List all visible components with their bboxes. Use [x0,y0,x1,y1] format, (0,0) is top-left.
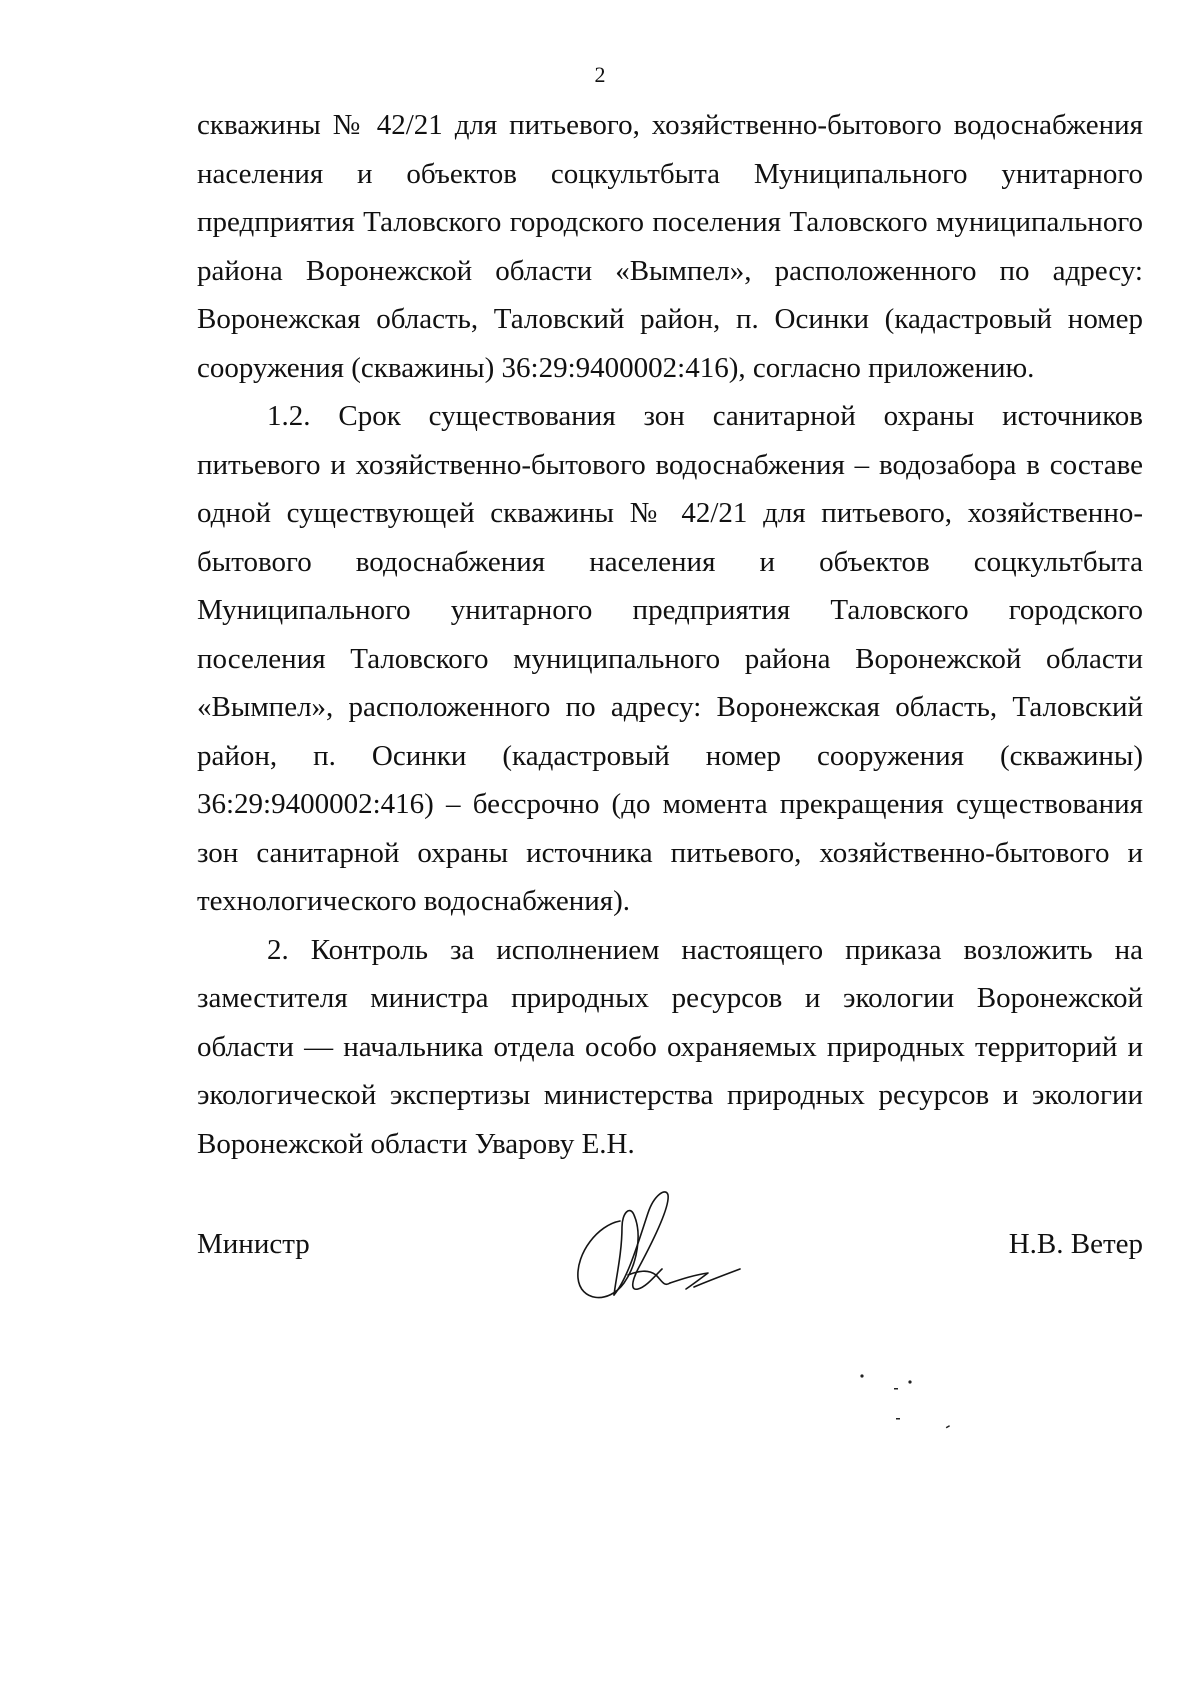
paragraph-1-2: 1.2. Срок существования зон санитарной охраны источников питьевого и хозяйственно-бытового водоснабжения – водозабора в составе одной существующей скважины № 42/21 для питьевого, хозяйственно-бытового водоснабжения населения и объектов соцкультбыта Муниципального унитарного предприятия Таловского городского поселения Таловского муниципального района Воронежской области «Вымпел», расположенного по адресу: Воронежская область, Таловский район, п. Осинки (кадастровый номер сооружения (скважины) 36:29:9400002:416) – бессрочно (до момента прекращения существования зон санитарной охраны источника питьевого, хозяйственно-бытового и технологического водоснабжения). [197,400,1143,917]
signer-title: Министр [197,1228,310,1260]
document-body [197,101,1143,1168]
scan-specks [850,1368,960,1438]
paragraph-continuation: скважины № 42/21 для питьевого, хозяйственно-бытового водоснабжения населения и объектов соцкультбыта Муниципального унитарного предприятия Таловского городского поселения Таловского муниципального района Воронежской области «Вымпел», расположенного по адресу: Воронежская область, Таловский район, п. Осинки (кадастровый номер сооружения (скважины) 36:29:9400002:416), согласно приложению. [197,109,1143,384]
handwritten-signature [568,1183,748,1308]
signer-name: Н.В. Ветер [1008,1228,1143,1260]
paragraph-2: 2. Контроль за исполнением настоящего приказа возложить на заместителя министра природных ресурсов и экологии Воронежской области — начальника отдела особо охраняемых природных территорий и экологической экспертизы министерства природных ресурсов и экологии Воронежской области Уварову Е.Н. [197,933,1143,1160]
page-number: 2 [594,62,606,87]
